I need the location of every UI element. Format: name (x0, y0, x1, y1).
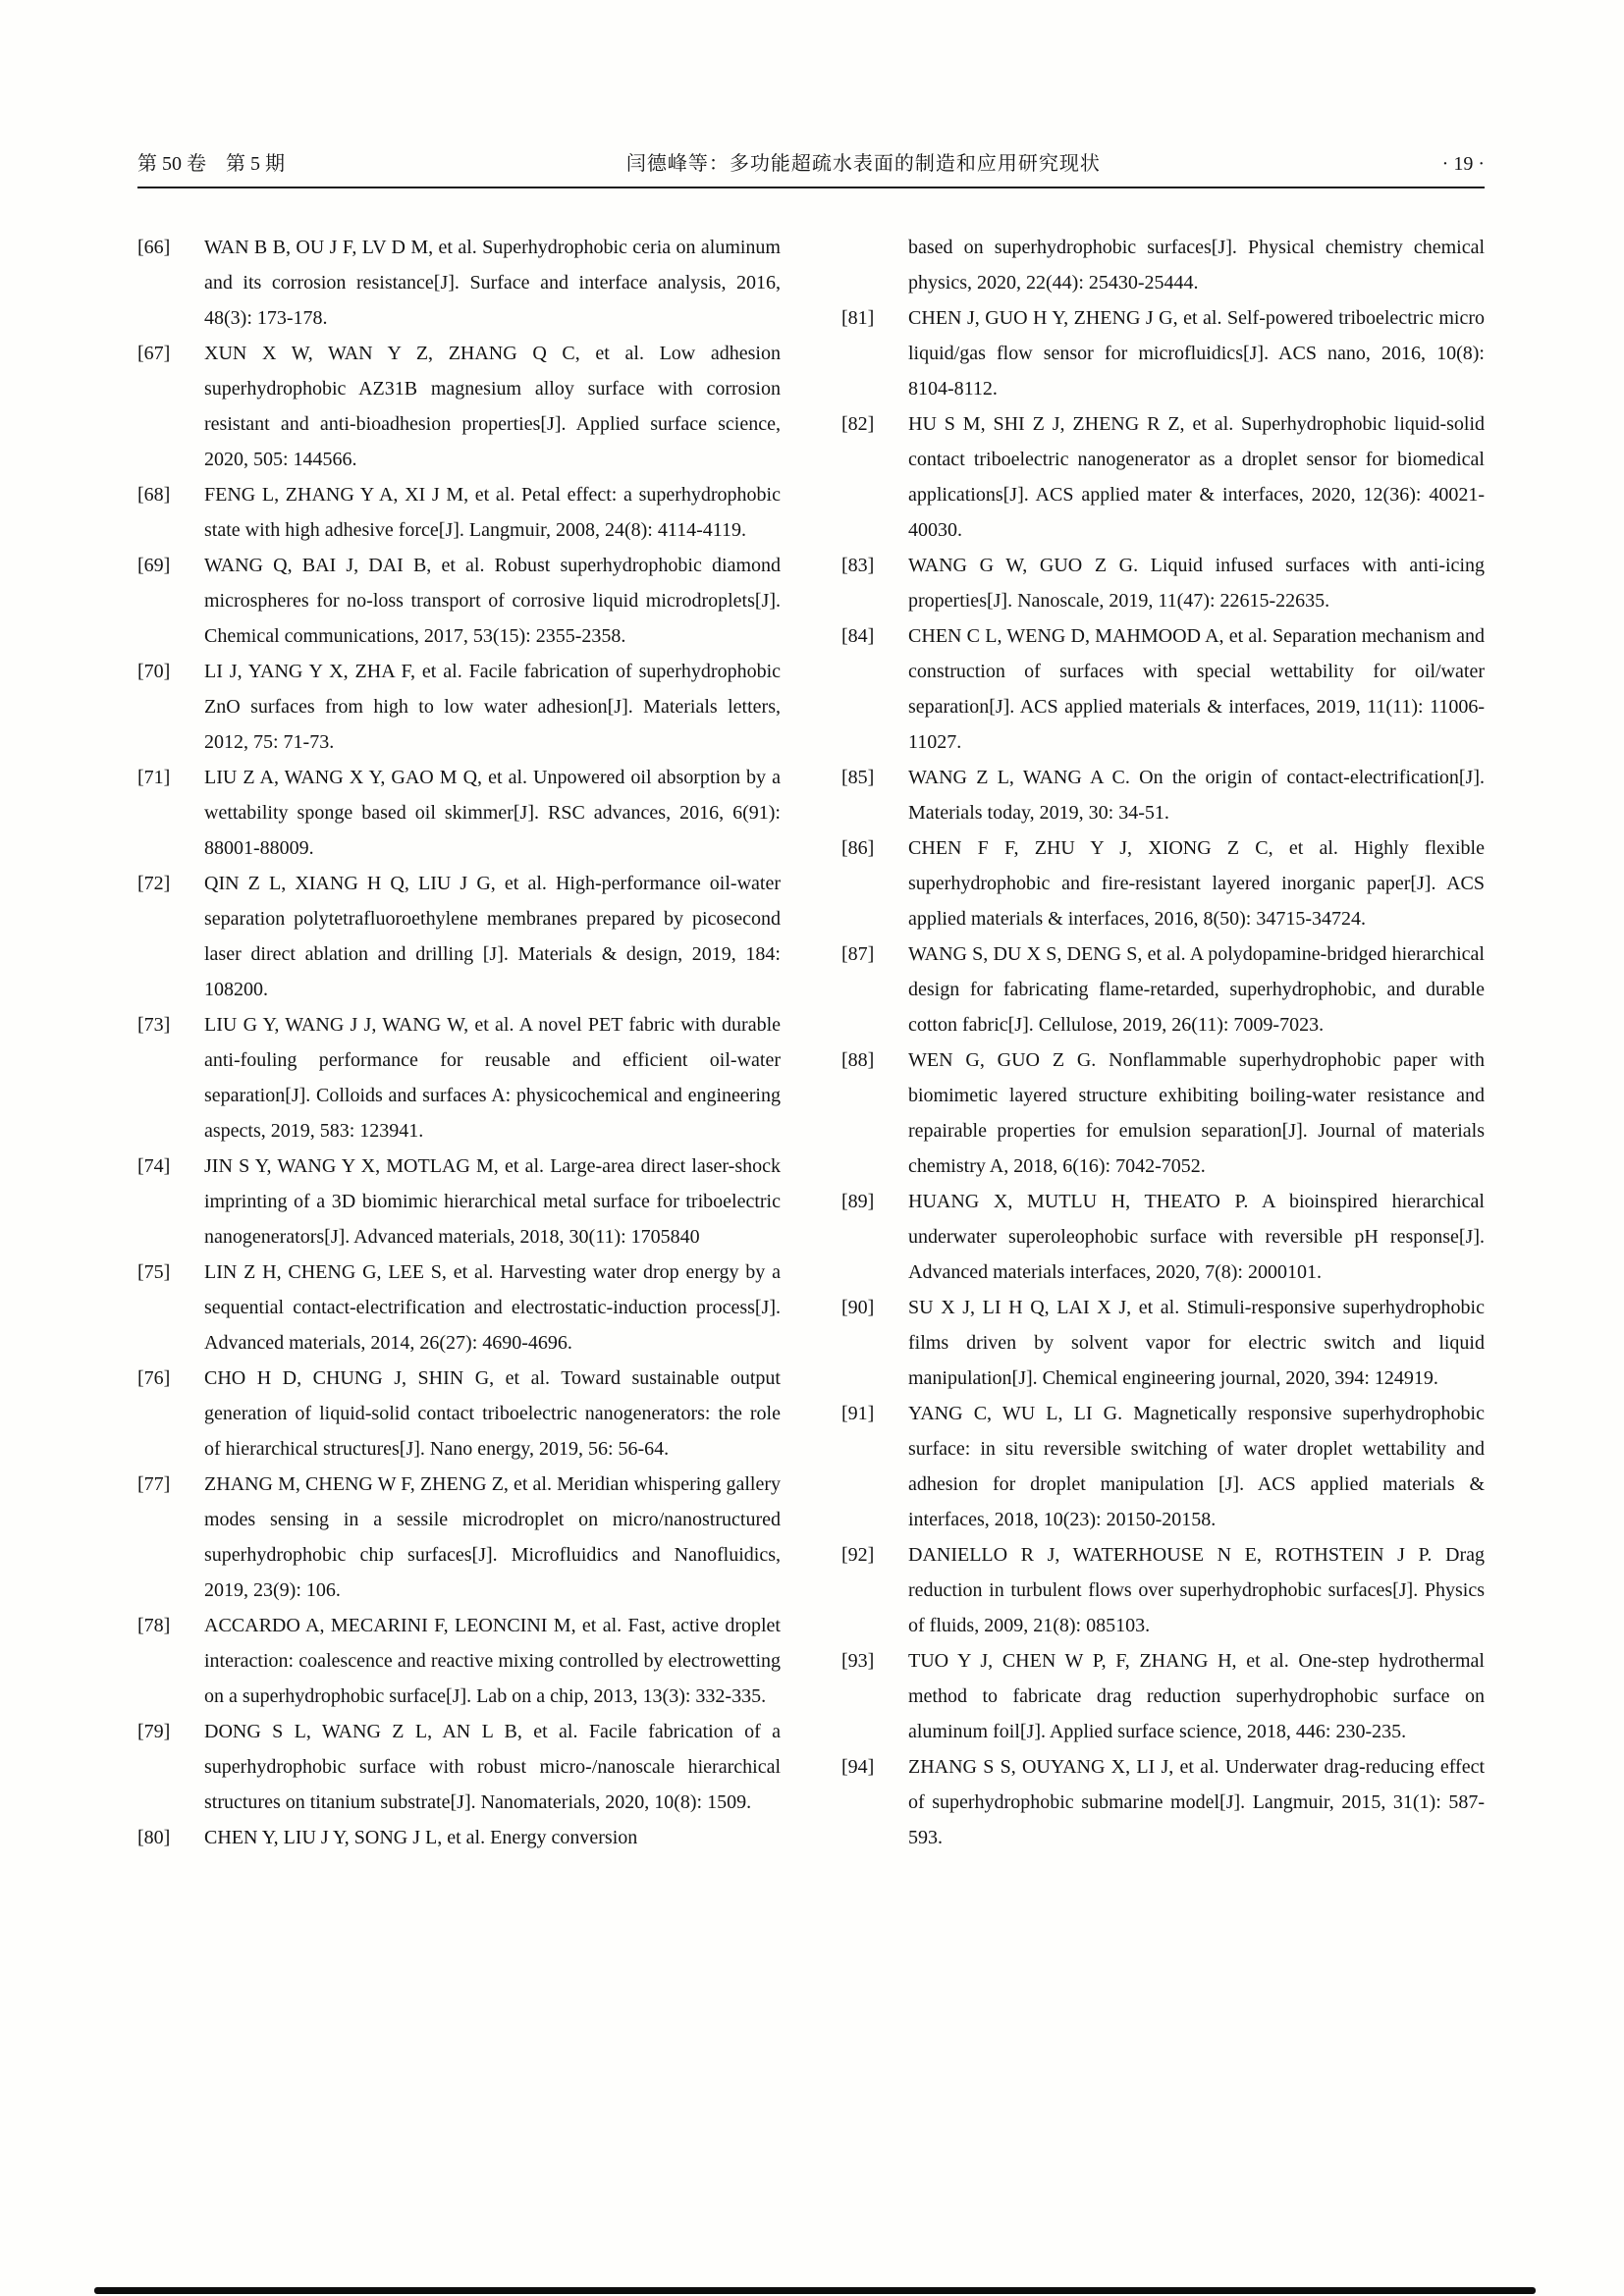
reference-text: WANG Z L, WANG A C. On the origin of contact-electrification[J]. Materials today, 2019, 30: 34-51. (908, 767, 1485, 824)
reference-number: [72] (137, 873, 171, 894)
reference-item (137, 1714, 781, 1820)
reference-text: WAN B B, OU J F, LV D M, et al. Superhydrophobic ceria on aluminum and its corrosion resistance[J]. Surface and interface analysis, 2016, 48(3): 173-178. (204, 237, 781, 329)
reference-text: SU X J, LI H Q, LAI X J, et al. Stimuli-responsive superhydrophobic films driven by solvent vapor for electric switch and liquid manipulation[J]. Chemical engineering journal, 2020, 394: 124919. (908, 1297, 1485, 1389)
reference-item (841, 830, 1485, 936)
reference-text: YANG C, WU L, LI G. Magnetically responsive superhydrophobic surface: in situ reversible switching of water droplet wettability and adhesion for droplet manipulation [J]. ACS applied materials & interfaces, 2018, 10(23): 20150-20158. (908, 1403, 1485, 1530)
reference-item (841, 1537, 1485, 1643)
reference-item (137, 866, 781, 1007)
reference-text: XUN X W, WAN Y Z, ZHANG Q C, et al. Low adhesion superhydrophobic AZ31B magnesium alloy surface with corrosion resistant and anti-bioadhesion properties[J]. Applied surface science, 2020, 505: 144566. (204, 343, 781, 470)
reference-number: [70] (137, 661, 171, 682)
reference-text: WANG S, DU X S, DENG S, et al. A polydopamine-bridged hierarchical design for fabricating flame-retarded, superhydrophobic, and durable cotton fabric[J]. Cellulose, 2019, 26(11): 7009-7023. (908, 943, 1485, 1036)
reference-text: ZHANG M, CHENG W F, ZHENG Z, et al. Meridian whispering gallery modes sensing in a sessile microdroplet on micro/nanostructured superhydrophobic chip surfaces[J]. Microfluidics and Nanofluidics, 2019, 23(9): 106. (204, 1473, 781, 1601)
reference-item (841, 1042, 1485, 1184)
reference-text: HUANG X, MUTLU H, THEATO P. A bioinspired hierarchical underwater superoleophobic surface with reversible pH response[J]. Advanced materials interfaces, 2020, 7(8): 2000101. (908, 1191, 1485, 1283)
reference-number: [88] (841, 1049, 875, 1071)
reference-number: [90] (841, 1297, 875, 1318)
reference-item (137, 1361, 781, 1467)
reference-item (841, 406, 1485, 548)
reference-number: [92] (841, 1544, 875, 1566)
reference-item (137, 654, 781, 760)
reference-number: [94] (841, 1756, 875, 1778)
reference-number: [67] (137, 343, 171, 364)
reference-item (841, 548, 1485, 618)
reference-number: [76] (137, 1367, 171, 1389)
reference-item (841, 618, 1485, 760)
reference-text: ZHANG S S, OUYANG X, LI J, et al. Underwater drag-reducing effect of superhydrophobic submarine model[J]. Langmuir, 2015, 31(1): 587-593. (908, 1756, 1485, 1848)
reference-number: [75] (137, 1261, 171, 1283)
reference-item (841, 936, 1485, 1042)
reference-number: [79] (137, 1721, 171, 1742)
reference-number: [81] (841, 307, 875, 329)
reference-text: HU S M, SHI Z J, ZHENG R Z, et al. Superhydrophobic liquid-solid contact triboelectric nanogenerator as a droplet sensor for biomedical applications[J]. ACS applied mater & interfaces, 2020, 12(36): 40021-40030. (908, 413, 1485, 541)
page-header (137, 147, 1485, 176)
reference-number: [93] (841, 1650, 875, 1672)
reference-text: WANG Q, BAI J, DAI B, et al. Robust superhydrophobic diamond microspheres for no-loss transport of corrosive liquid microdroplets[J]. Chemical communications, 2017, 53(15): 2355-2358. (204, 555, 781, 647)
reference-number: [82] (841, 413, 875, 435)
reference-number: [74] (137, 1155, 171, 1177)
reference-item (137, 1467, 781, 1608)
reference-number: [85] (841, 767, 875, 788)
reference-item (137, 1007, 781, 1148)
reference-item (841, 300, 1485, 406)
references-section (137, 230, 1485, 1855)
reference-text: WEN G, GUO Z G. Nonflammable superhydrophobic paper with biomimetic layered structure exhibiting boiling-water resistance and repairable properties for emulsion separation[J]. Journal of materials chemistry A, 2018, 6(16): 7042-7052. (908, 1049, 1485, 1177)
reference-text: based on superhydrophobic surfaces[J]. Physical chemistry chemical physics, 2020, 22(44): 25430-25444. (908, 237, 1485, 294)
reference-item (841, 1643, 1485, 1749)
reference-number: [91] (841, 1403, 875, 1424)
reference-number: [66] (137, 237, 171, 258)
reference-text: CHEN J, GUO H Y, ZHENG J G, et al. Self-powered triboelectric micro liquid/gas flow sensor for microfluidics[J]. ACS nano, 2016, 10(8): 8104-8112. (908, 307, 1485, 400)
reference-number: [83] (841, 555, 875, 576)
reference-item (841, 1749, 1485, 1855)
reference-text: CHO H D, CHUNG J, SHIN G, et al. Toward sustainable output generation of liquid-solid contact triboelectric nanogenerators: the role of hierarchical structures[J]. Nano energy, 2019, 56: 56-64. (204, 1367, 781, 1460)
reference-text: LIN Z H, CHENG G, LEE S, et al. Harvesting water drop energy by a sequential contact-electrification and electrostatic-induction process[J]. Advanced materials, 2014, 26(27): 4690-4696. (204, 1261, 781, 1354)
reference-item (137, 336, 781, 477)
reference-text: FENG L, ZHANG Y A, XI J M, et al. Petal effect: a superhydrophobic state with high adhesive force[J]. Langmuir, 2008, 24(8): 4114-4119. (204, 484, 781, 541)
references-left-column (137, 230, 781, 1855)
reference-text: WANG G W, GUO Z G. Liquid infused surfaces with anti-icing properties[J]. Nanoscale, 2019, 11(47): 22615-22635. (908, 555, 1485, 612)
reference-number: [84] (841, 625, 875, 647)
reference-text: CHEN C L, WENG D, MAHMOOD A, et al. Separation mechanism and construction of surfaces with special wettability for oil/water separation[J]. ACS applied materials & interfaces, 2019, 11(11): 11006-11027. (908, 625, 1485, 753)
page-bottom-scan-artifact (94, 2287, 1536, 2294)
reference-text: LI J, YANG Y X, ZHA F, et al. Facile fabrication of superhydrophobic ZnO surfaces from high to low water adhesion[J]. Materials letters, 2012, 75: 71-73. (204, 661, 781, 753)
reference-text: JIN S Y, WANG Y X, MOTLAG M, et al. Large-area direct laser-shock imprinting of a 3D biomimic hierarchical metal surface for triboelectric nanogenerators[J]. Advanced materials, 2018, 30(11): 1705840 (204, 1155, 781, 1248)
reference-text: QIN Z L, XIANG H Q, LIU J G, et al. High-performance oil-water separation polytetrafluoroethylene membranes prepared by picosecond laser direct ablation and drilling [J]. Materials & design, 2019, 184: 108200. (204, 873, 781, 1000)
header-rule (137, 187, 1485, 188)
reference-text: DONG S L, WANG Z L, AN L B, et al. Facile fabrication of a superhydrophobic surface with robust micro-/nanoscale hierarchical structures on titanium substrate[J]. Nanomaterials, 2020, 10(8): 1509. (204, 1721, 781, 1813)
reference-text: TUO Y J, CHEN W P, F, ZHANG H, et al. One-step hydrothermal method to fabricate drag reduction superhydrophobic surface on aluminum foil[J]. Applied surface science, 2018, 446: 230-235. (908, 1650, 1485, 1742)
page-number: · 19 · (1441, 153, 1485, 175)
reference-item (137, 1255, 781, 1361)
reference-item (137, 230, 781, 336)
reference-item (841, 230, 1485, 300)
reference-item (841, 1184, 1485, 1290)
reference-item (137, 1148, 781, 1255)
volume-issue-label: 第 50 卷 第 5 期 (137, 153, 285, 175)
reference-number: [86] (841, 837, 875, 859)
reference-number: [80] (137, 1827, 171, 1848)
reference-number: [78] (137, 1615, 171, 1636)
reference-item (841, 760, 1485, 830)
references-right-column (841, 230, 1485, 1855)
running-title: 闫德峰等：多功能超疏水表面的制造和应用研究现状 (625, 153, 1101, 175)
reference-text: LIU G Y, WANG J J, WANG W, et al. A novel PET fabric with durable anti-fouling performance for reusable and efficient oil-water separation[J]. Colloids and surfaces A: physicochemical and engineering aspects, 2019, 583: 123941. (204, 1014, 781, 1142)
reference-number: [71] (137, 767, 171, 788)
reference-number: [77] (137, 1473, 171, 1495)
reference-item (137, 1608, 781, 1714)
reference-number: [87] (841, 943, 875, 965)
reference-item (137, 548, 781, 654)
reference-number: [69] (137, 555, 171, 576)
reference-text: ACCARDO A, MECARINI F, LEONCINI M, et al. Fast, active droplet interaction: coalescence and reactive mixing controlled by electrowetting on a superhydrophobic surface[J]. Lab on a chip, 2013, 13(3): 332-335. (204, 1615, 781, 1707)
reference-number: [73] (137, 1014, 171, 1036)
reference-number: [89] (841, 1191, 875, 1212)
reference-item (137, 477, 781, 548)
reference-number: [68] (137, 484, 171, 506)
reference-text: LIU Z A, WANG X Y, GAO M Q, et al. Unpowered oil absorption by a wettability sponge based oil skimmer[J]. RSC advances, 2016, 6(91): 88001-88009. (204, 767, 781, 859)
reference-item (137, 760, 781, 866)
reference-item (137, 1820, 781, 1855)
reference-item (841, 1290, 1485, 1396)
reference-item (841, 1396, 1485, 1537)
reference-text: CHEN Y, LIU J Y, SONG J L, et al. Energy conversion (204, 1827, 638, 1848)
reference-text: CHEN F F, ZHU Y J, XIONG Z C, et al. Highly flexible superhydrophobic and fire-resistant layered inorganic paper[J]. ACS applied materials & interfaces, 2016, 8(50): 34715-34724. (908, 837, 1485, 930)
reference-text: DANIELLO R J, WATERHOUSE N E, ROTHSTEIN J P. Drag reduction in turbulent flows over superhydrophobic surfaces[J]. Physics of fluids, 2009, 21(8): 085103. (908, 1544, 1485, 1636)
